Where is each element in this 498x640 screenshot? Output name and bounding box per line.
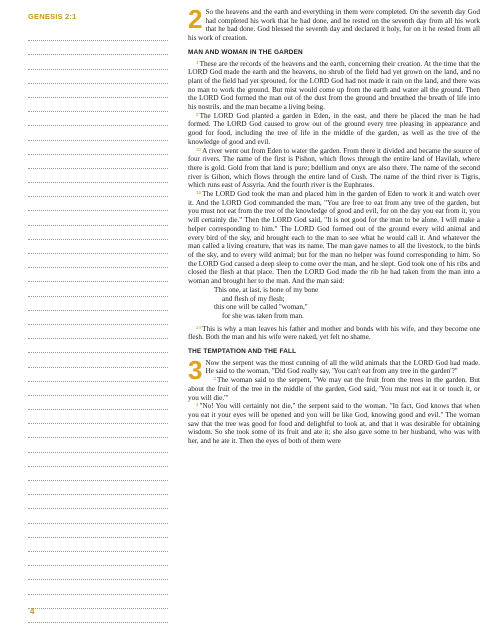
note-line[interactable] (28, 155, 168, 169)
note-line[interactable] (28, 211, 168, 225)
note-line[interactable] (28, 311, 168, 325)
note-line[interactable] (28, 396, 168, 410)
note-line[interactable] (28, 509, 168, 523)
poem-line: and flesh of my flesh; (222, 294, 285, 303)
note-line[interactable] (28, 438, 168, 452)
chapter-number: 2 (188, 8, 203, 34)
note-line[interactable] (28, 481, 168, 495)
poem-line: this one will be called "woman," (214, 303, 308, 312)
note-line[interactable] (28, 70, 168, 84)
note-line[interactable] (28, 226, 168, 240)
note-line[interactable] (28, 580, 168, 594)
verse-paragraph: $^{10}$A river went out from Eden to water the garden. From there it divided and became the source of four rivers. The name of the first is Pishon, which flows through the entire land of Havilah, where there is gold. Gold from that land is pure; bdellium and onyx are also there. The name of the second river is Gihon, which flows through the entire land of Cush. The name of the third river is Tigris, which runs east of Assyria. And the fourth river is the Euphrates. (188, 146, 480, 190)
verse-text: Now the serpent was the most cunning of all the wild animals that the LORD God had made. He said to the woman, "Did God really say, 'You can't eat from any tree in the garden'?" (205, 358, 480, 376)
note-line[interactable] (28, 254, 168, 268)
note-line[interactable] (28, 197, 168, 211)
verse-paragraph: $^8$The LORD God planted a garden in Eden, in the east, and there he placed the man he had formed. The LORD God caused to grow out of the ground every tree pleasing in appearance and good for food, including the tree of life in the middle of the garden, as well as the tree of the knowledge of good and evil. (188, 111, 480, 146)
verse-paragraph: $^4$"No! You will certainly not die," the serpent said to the woman. "In fact, God knows that when you eat it your eyes will be opened and you will be like God, knowing good and evil." The woman saw that the tree was good for food and delightful to look at, and that it was desirable for obtaining wisdom. So she took some of its fruit and ate it; she also gave some to her husband, who was with her, and he ate it. Then the eyes of both of them were (188, 402, 480, 446)
note-line[interactable] (28, 325, 168, 339)
note-line[interactable] (28, 41, 168, 55)
verse-paragraph: $^{24}$This is why a man leaves his father and mother and bonds with his wife, and they become one flesh. Both the man and his wife were naked, yet felt no shame. (188, 324, 480, 342)
section-heading: MAN AND WOMAN IN THE GARDEN (188, 48, 303, 56)
note-line[interactable] (28, 282, 168, 296)
note-line[interactable] (28, 353, 168, 367)
note-line[interactable] (28, 368, 168, 382)
note-line[interactable] (28, 141, 168, 155)
note-line[interactable] (28, 126, 168, 140)
verse-paragraph: $^2$The woman said to the serpent, "We may eat the fruit from the trees in the garden. But about the fruit of the tree in the middle of the garden, God said, 'You must not eat it or touch it, or you will die.'" (188, 376, 480, 402)
journal-lines[interactable] (28, 27, 168, 623)
note-line[interactable] (28, 453, 168, 467)
poem-line: This one, at last, is bone of my bone (214, 285, 319, 294)
note-line[interactable] (28, 268, 168, 282)
section-heading: THE TEMPTATION AND THE FALL (188, 348, 297, 356)
verse-paragraph: $^{15}$The LORD God took the man and placed him in the garden of Eden to work it and watch over it. And the LORD God commanded the man, "You are free to eat from any tree of the garden, but you must not eat from the tree of the knowledge of good and evil, for on the day you eat from it, you will certainly die." Then the LORD God said, "It is not good for the man to be alone. I will make a helper corresponding to him." The LORD God formed out of the ground every wild animal and every bird of the sky, and brought each to the man to see what he would call it. And whatever the man called a living creature, that was its name. The man gave names to all the livestock, to the birds of the sky, and to every wild animal; but for the man no helper was found corresponding to him. So the LORD God caused a deep sleep to come over the man, and he slept. God took one of his ribs and closed the flesh at that place. Then the LORD God made the rib he had taken from the man into a woman and brought her to the man. And the man said: (188, 190, 480, 286)
chapter-2-opening (188, 8, 480, 43)
chapter-number: 3 (188, 354, 203, 385)
note-line[interactable] (28, 538, 168, 552)
note-line[interactable] (28, 595, 168, 609)
note-line[interactable] (28, 112, 168, 126)
poetry-block (214, 286, 480, 321)
note-margin (28, 12, 168, 623)
chapter-reference: GENESIS 2:1 (28, 12, 77, 21)
note-line[interactable] (28, 55, 168, 69)
chapter-3-opening (188, 354, 480, 385)
note-line[interactable] (28, 467, 168, 481)
note-line[interactable] (28, 98, 168, 112)
note-line[interactable] (28, 84, 168, 98)
verse-text: So the heavens and the earth and everything in them were completed. On the seventh day God had completed his work that he had done, and he rested on the seventh day from all his work that he had done. God blessed the seventh day and declared it holy, for on it he rested from all his work of creation. (188, 8, 480, 43)
note-line[interactable] (28, 410, 168, 424)
verse-paragraph: $^4$These are the records of the heavens and the earth, concerning their creation. At the time that the LORD God made the earth and the heavens, no shrub of the field had yet grown on the land, and no plant of the field had yet sprouted, for the LORD God had not made it rain on the land, and there was no man to work the ground. But mist would come up from the earth and water all the ground. Then the LORD God formed the man out of the dust from the ground and breathed the breath of life into his nostrils, and the man became a living being. (188, 59, 480, 112)
note-line[interactable] (28, 495, 168, 509)
note-line[interactable] (28, 297, 168, 311)
note-line[interactable] (28, 566, 168, 580)
note-line[interactable] (28, 183, 168, 197)
note-line[interactable] (28, 169, 168, 183)
note-line[interactable] (28, 552, 168, 566)
note-line[interactable] (28, 382, 168, 396)
note-line[interactable] (28, 27, 168, 41)
poem-line: for she was taken from man. (222, 311, 304, 320)
scripture-text (188, 8, 480, 636)
note-line[interactable] (28, 240, 168, 254)
page-number: 4 (30, 607, 35, 616)
note-line[interactable] (28, 524, 168, 538)
note-line[interactable] (28, 339, 168, 353)
note-line[interactable] (28, 609, 168, 623)
note-line[interactable] (28, 424, 168, 438)
